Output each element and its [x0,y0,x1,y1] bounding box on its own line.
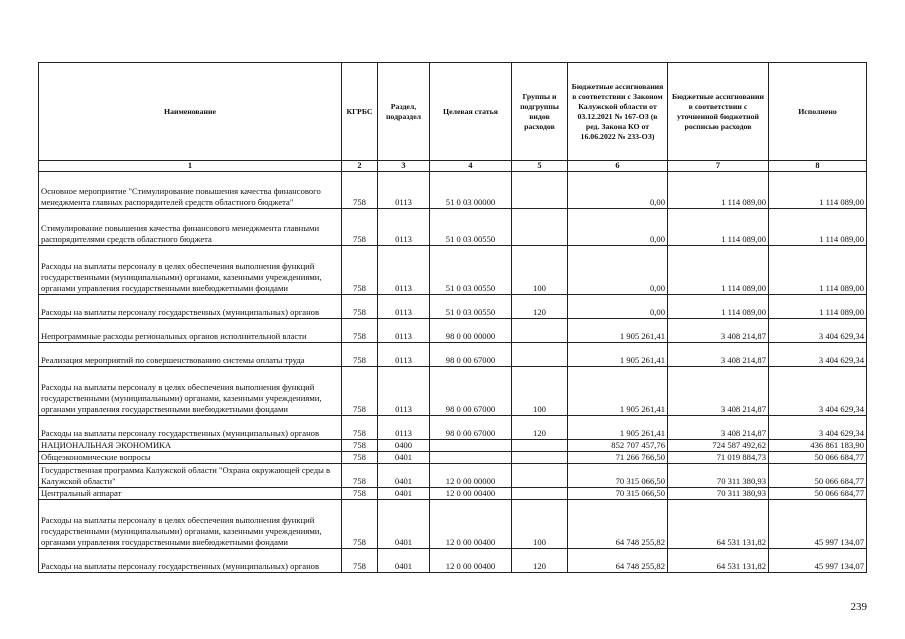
table-row [39,319,867,343]
cell-roster: 3 408 214,87 [668,367,769,416]
cell-roster: 724 587 492,62 [668,440,769,452]
column-number: 8 [769,161,867,172]
cell-kgrbs: 758 [342,464,378,488]
page-number: 239 [850,601,867,613]
cell-executed: 1 114 089,00 [769,172,867,209]
cell-kgrbs: 758 [342,452,378,464]
cell-law: 1 905 261,41 [568,319,668,343]
cell-section: 0113 [378,246,430,295]
cell-target: 51 0 03 00550 [430,295,512,319]
budget-table [38,62,867,573]
table-row [39,500,867,549]
cell-name: Непрограммные расходы региональных органов исполнительной власти [39,319,342,343]
cell-executed: 50 066 684,77 [769,452,867,464]
cell-law: 64 748 255,82 [568,500,668,549]
table-row [39,209,867,246]
cell-target: 12 0 00 00400 [430,549,512,573]
table-row [39,440,867,452]
cell-section: 0113 [378,295,430,319]
column-number: 7 [668,161,769,172]
cell-section: 0113 [378,367,430,416]
cell-executed: 50 066 684,77 [769,464,867,488]
cell-kgrbs: 758 [342,295,378,319]
cell-kgrbs: 758 [342,500,378,549]
cell-section: 0113 [378,172,430,209]
cell-executed: 3 404 629,34 [769,416,867,440]
cell-group: 120 [512,549,568,573]
cell-name: Расходы на выплаты персоналу государственных (муниципальных) органов [39,295,342,319]
cell-roster: 3 408 214,87 [668,416,769,440]
table-row [39,488,867,500]
cell-kgrbs: 758 [342,172,378,209]
cell-section: 0113 [378,416,430,440]
cell-executed: 1 114 089,00 [769,209,867,246]
cell-group [512,452,568,464]
cell-law: 0,00 [568,172,668,209]
cell-target: 98 0 00 67000 [430,343,512,367]
cell-law: 0,00 [568,209,668,246]
column-number: 3 [378,161,430,172]
cell-section: 0401 [378,488,430,500]
table-row [39,452,867,464]
cell-roster: 70 311 380,93 [668,488,769,500]
cell-target: 12 0 00 00400 [430,500,512,549]
cell-kgrbs: 758 [342,488,378,500]
header-executed: Исполнено [769,63,867,161]
cell-section: 0400 [378,440,430,452]
cell-group [512,440,568,452]
cell-law: 1 905 261,41 [568,416,668,440]
cell-law: 0,00 [568,246,668,295]
cell-executed: 3 404 629,34 [769,343,867,367]
table-row [39,416,867,440]
table-row [39,343,867,367]
column-number: 1 [39,161,342,172]
cell-law: 1 905 261,41 [568,367,668,416]
cell-executed: 1 114 089,00 [769,295,867,319]
header-section: Раздел, подраздел [378,63,430,161]
header-roster: Бюджетные ассигновании в соответствии с уточненной бюджетной росписью расходов [668,63,769,161]
cell-kgrbs: 758 [342,416,378,440]
cell-group [512,209,568,246]
cell-name: Общеэкономические вопросы [39,452,342,464]
cell-roster: 1 114 089,00 [668,209,769,246]
cell-section: 0113 [378,209,430,246]
cell-law: 71 266 766,50 [568,452,668,464]
cell-group: 100 [512,246,568,295]
cell-section: 0401 [378,452,430,464]
cell-target [430,440,512,452]
cell-executed: 1 114 089,00 [769,246,867,295]
cell-target: 12 0 00 00400 [430,488,512,500]
cell-kgrbs: 758 [342,367,378,416]
cell-law: 1 905 261,41 [568,343,668,367]
header-row [39,63,867,161]
column-number: 4 [430,161,512,172]
table-row [39,246,867,295]
header-name: Наименование [39,63,342,161]
cell-name: НАЦИОНАЛЬНАЯ ЭКОНОМИКА [39,440,342,452]
cell-executed: 436 861 183,90 [769,440,867,452]
cell-target: 51 0 03 00000 [430,172,512,209]
cell-name: Расходы на выплаты персоналу в целях обеспечения выполнения функций государственными (муниципальными) органами, казенными учреждениями, органами управления государственными внебюджетными фондами [39,246,342,295]
table-row [39,549,867,573]
cell-roster: 3 408 214,87 [668,319,769,343]
table-row [39,295,867,319]
cell-law: 0,00 [568,295,668,319]
table-row [39,367,867,416]
table-row [39,464,867,488]
cell-roster: 1 114 089,00 [668,172,769,209]
cell-target: 98 0 00 67000 [430,416,512,440]
header-target: Целевая статья [430,63,512,161]
cell-name: Расходы на выплаты персоналу государственных (муниципальных) органов [39,549,342,573]
cell-name: Основное мероприятие "Стимулирование повышения качества финансового менеджмента главных распорядителей средств областного бюджета" [39,172,342,209]
cell-group [512,172,568,209]
table-row [39,172,867,209]
cell-name: Реализация мероприятий по совершенствованию системы оплаты труда [39,343,342,367]
cell-group [512,488,568,500]
cell-roster: 3 408 214,87 [668,343,769,367]
cell-group [512,343,568,367]
cell-section: 0401 [378,549,430,573]
cell-group: 120 [512,295,568,319]
cell-target: 98 0 00 00000 [430,319,512,343]
cell-name: Стимулирование повышения качества финансового менеджмента главными распорядителями средств областного бюджета [39,209,342,246]
cell-name: Расходы на выплаты персоналу государственных (муниципальных) органов [39,416,342,440]
cell-target: 51 0 03 00550 [430,246,512,295]
cell-target: 51 0 03 00550 [430,209,512,246]
cell-target: 98 0 00 67000 [430,367,512,416]
header-law: Бюджетные ассигнования в соответствии с Законом Калужской области от 03.12.2021 № 167-ОЗ (в ред. Закона КО от 16.06.2022 № 233-ОЗ) [568,63,668,161]
cell-executed: 45 997 134,07 [769,500,867,549]
cell-roster: 64 531 131,82 [668,549,769,573]
header-kgrbs: КГРБС [342,63,378,161]
cell-target: 12 0 00 00000 [430,464,512,488]
cell-kgrbs: 758 [342,440,378,452]
cell-name: Расходы на выплаты персоналу в целях обеспечения выполнения функций государственными (муниципальными) органами, казенными учреждениями, органами управления государственными внебюджетными фондами [39,367,342,416]
cell-name: Центральный аппарат [39,488,342,500]
cell-law: 852 707 457,76 [568,440,668,452]
cell-executed: 45 997 134,07 [769,549,867,573]
column-number-row [39,161,867,172]
cell-executed: 3 404 629,34 [769,319,867,343]
cell-group: 100 [512,367,568,416]
cell-kgrbs: 758 [342,246,378,295]
cell-target [430,452,512,464]
cell-kgrbs: 758 [342,209,378,246]
cell-law: 64 748 255,82 [568,549,668,573]
cell-name: Государственная программа Калужской области "Охрана окружающей среды в Калужской области" [39,464,342,488]
cell-section: 0113 [378,343,430,367]
cell-executed: 3 404 629,34 [769,367,867,416]
header-group: Группы и подгруппы видов расходов [512,63,568,161]
cell-roster: 64 531 131,82 [668,500,769,549]
cell-section: 0401 [378,500,430,549]
cell-kgrbs: 758 [342,319,378,343]
column-number: 6 [568,161,668,172]
cell-roster: 71 019 884,73 [668,452,769,464]
cell-executed: 50 066 684,77 [769,488,867,500]
cell-kgrbs: 758 [342,549,378,573]
cell-roster: 1 114 089,00 [668,246,769,295]
cell-law: 70 315 066,50 [568,488,668,500]
cell-name: Расходы на выплаты персоналу в целях обеспечения выполнения функций государственными (муниципальными) органами, казенными учреждениями, органами управления государственными внебюджетными фондами [39,500,342,549]
cell-kgrbs: 758 [342,343,378,367]
column-number: 5 [512,161,568,172]
cell-law: 70 315 066,50 [568,464,668,488]
cell-roster: 1 114 089,00 [668,295,769,319]
cell-roster: 70 311 380,93 [668,464,769,488]
cell-section: 0401 [378,464,430,488]
column-number: 2 [342,161,378,172]
cell-group [512,319,568,343]
cell-group: 120 [512,416,568,440]
cell-group: 100 [512,500,568,549]
cell-group [512,464,568,488]
cell-section: 0113 [378,319,430,343]
